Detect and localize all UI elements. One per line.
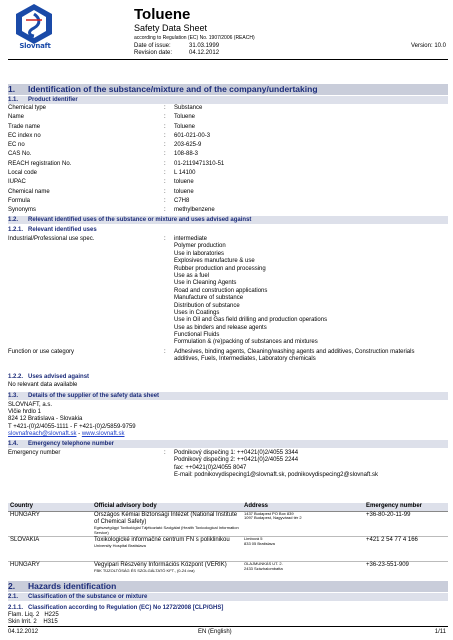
- supplier-line: 824 12 Bratislava - Slovakia: [8, 416, 83, 423]
- identifier-value: 108-88-3: [174, 151, 199, 158]
- subsection-2-1-1-heading: 2.1.1. Classification according to Regulation (EC) No 1272/2008 [CLP/GHS]: [8, 605, 224, 611]
- address-line: OLAJMUNKÁS UT. 2.: [244, 560, 283, 566]
- classification-list: [8, 612, 59, 626]
- supplier-details: [8, 402, 136, 438]
- advisory-body-name: Országos Kémiai Biztonsági Intézet (National Institute of Chemical Safety): [94, 511, 238, 525]
- product-title: Toluene: [134, 6, 191, 23]
- advisory-body-table: [8, 503, 448, 587]
- industrial-uses-block: Industrial/Professional use spec. : intermediate Polymer production Use in laboratories Explosives manufacture & use Rubber production and processing Use as a fuel Use in Cleaning Agents Road and construction applications Manufacture of substance Distribution of substance Uses in Coatings Use in Oil and Gas field drilling and production operations Use as binders and release agents Functional Fluids Formulation & (re)packing of substances and mixtures: [8, 236, 448, 348]
- identifier-label: EC index no: [8, 132, 41, 139]
- column-header-emergency: Emergency number: [364, 503, 448, 511]
- advisory-body-cell: [92, 511, 242, 536]
- advisory-body-note: FBK TÜZOLTÓSÁG ÉS SZOLGÁLTATÓ KFT., (0-24 óra): [94, 568, 195, 574]
- identifier-value: Substance: [174, 105, 203, 111]
- identifier-row: EC index no : 601-021-00-3: [8, 132, 211, 139]
- use-item: Manufacture of substance: [174, 295, 244, 302]
- country-cell: HUNGARY: [8, 511, 92, 536]
- classification-item: Skin Irrit. 2 H315: [8, 619, 58, 626]
- identifier-value: Toluene: [174, 123, 196, 130]
- address-line: 2433 Százhalombatta: [244, 565, 283, 571]
- function-line: additives, Fuels, Intermediates, Laboratory chemicals: [174, 356, 316, 363]
- document-subtitle: Safety Data Sheet: [134, 23, 208, 33]
- subsection-1-4-heading: 1.4. Emergency telephone number: [8, 440, 448, 448]
- use-item: Use as a fuel: [174, 272, 210, 279]
- section-1-heading: 1. Identification of the substance/mixture and of the company/undertaking: [8, 84, 448, 95]
- industrial-uses-label: Industrial/Professional use spec.: [8, 236, 95, 242]
- identifier-row: Name : Toluene: [8, 114, 196, 121]
- subsection-1-2-2-heading: 1.2.2. Uses advised against: [8, 374, 90, 380]
- identifier-label: IUPAC: [8, 179, 26, 186]
- supplier-contact-links: [8, 431, 136, 438]
- emergency-number-cell: +421 2 54 77 4 166: [364, 536, 448, 561]
- advisory-body-cell: [92, 536, 242, 561]
- use-item: Road and construction applications: [174, 287, 268, 294]
- country-cell: SLOVAKIA: [8, 536, 92, 561]
- identifier-value: 01-2119471310-51: [174, 160, 225, 167]
- identifier-value: C7H8: [174, 197, 190, 204]
- industrial-uses-list: [174, 236, 448, 347]
- identifier-label: EC no: [8, 142, 25, 149]
- identifier-value: Toluene: [174, 114, 196, 121]
- identifier-row: Chemical type : Substance: [8, 105, 203, 111]
- identifier-row: Trade name : Toluene: [8, 123, 196, 130]
- identifier-value: methylbenzene: [174, 207, 215, 214]
- column-header-address: Address: [242, 503, 364, 511]
- subsection-1-1-heading: 1.1. Product identifier: [8, 96, 448, 104]
- emergency-line: E-mail: podnikovydispecing1@slovnaft.sk, podnikovydispecing2@slovnaft.sk: [174, 472, 378, 479]
- identifier-label: Name: [8, 114, 25, 121]
- identifier-label: Chemical name: [8, 188, 50, 195]
- logo-wordmark: Slovnaft: [19, 42, 51, 50]
- identifier-label: CAS No.: [8, 151, 32, 158]
- footer-date: 04.12.2012: [8, 629, 39, 635]
- table-header-row: [8, 503, 448, 511]
- identifier-label: Formula: [8, 197, 31, 204]
- revision-date-value: 04.12.2012: [189, 50, 220, 56]
- use-item: Distribution of substance: [174, 302, 240, 309]
- identifier-value: toluene: [174, 179, 194, 186]
- identifier-label: REACH registration No.: [8, 160, 72, 167]
- advisory-body-note: University Hospital Bratislava: [94, 543, 146, 549]
- table-row: [8, 511, 448, 536]
- function-category-label: Function or use category: [8, 349, 75, 355]
- advisory-body-name: Toxikologické informačné centrum FN s poliklinikou: [94, 536, 230, 543]
- no-data-note: No relevant data available: [8, 382, 78, 388]
- use-item: Rubber production and processing: [174, 265, 266, 272]
- classification-item: Flam. Liq. 2 H225: [8, 612, 59, 618]
- supplier-email-link[interactable]: slovnafreach@slovnaft.sk: [8, 430, 77, 437]
- identifier-value: 203-625-9: [174, 142, 202, 149]
- emergency-label: Emergency number: [8, 450, 61, 456]
- identifier-row: CAS No. : 108-88-3: [8, 151, 199, 158]
- use-item: Polymer production: [174, 243, 226, 250]
- address-line: 1437 Budapest PO Box 839: [244, 510, 294, 516]
- subsection-1-2-heading: 1.2. Relevant identified uses of the substance or mixture and uses advised against: [8, 216, 448, 224]
- use-item: intermediate: [174, 236, 208, 242]
- emergency-line: Podnikový dispečing 1: ++0421(0)2/4055 3344: [174, 450, 299, 456]
- advisory-body-name: Vegyipari Részvény Információs Központ (VERIK): [94, 561, 227, 568]
- emergency-block: Emergency number : Podnikový dispečing 1: ++0421(0)2/4055 3344 Podnikový dispečing 2: ++0421(0)2/4055 2244 fax: ++0421(0)2/4055 8047 E-mail: podnikovydispecing1@slovnaft.sk, podnikovydispecing2@slovnaft.sk: [8, 450, 448, 482]
- address-line: 1097 Budapest, Nagyvárad tér 2: [244, 515, 302, 521]
- section-2-heading: 2. Hazards identification: [8, 581, 448, 592]
- identifier-label: Chemical type: [8, 105, 47, 111]
- identifier-label: Local code: [8, 170, 38, 177]
- emergency-line: fax: ++0421(0)2/4055 8047: [174, 464, 247, 471]
- subsection-1-3-heading: 1.3. Details of the supplier of the safety data sheet: [8, 392, 448, 400]
- function-line: Adhesives, binding agents, Cleaning/washing agents and additives, Construction materials: [174, 349, 415, 355]
- identifier-value: L 14100: [174, 170, 196, 177]
- address-cell: [242, 511, 364, 536]
- use-item: Use as binders and release agents: [174, 324, 267, 331]
- emergency-contacts: [174, 450, 448, 480]
- use-item: Use in Oil and Gas field drilling and production operations: [174, 317, 328, 324]
- footer-page-number: 1/11: [434, 629, 446, 635]
- function-category-block: Function or use category : Adhesives, binding agents, Cleaning/washing agents and additives, Construction materials additives, Fuels, Intermediates, Laboratory chemicals: [8, 349, 448, 365]
- country-cell: HUNGARY: [8, 561, 92, 586]
- header-divider: [8, 59, 448, 60]
- column-header-body: Official advisory body: [92, 503, 242, 511]
- identifier-label: Synonyms: [8, 207, 37, 214]
- revision-date-label: Revision date:: [134, 50, 173, 56]
- function-category-list: [174, 349, 448, 364]
- product-identifier-list: [8, 105, 448, 217]
- document-dates: [134, 43, 219, 57]
- identifier-row: Local code : L 14100: [8, 170, 196, 177]
- column-header-country: Country: [8, 503, 92, 511]
- supplier-line: T +421-(0)2/4055-1111 - F +421-(0)2/5859-9759: [8, 423, 136, 430]
- address-cell: [242, 536, 364, 561]
- table-row: [8, 536, 448, 561]
- use-item: Use in Cleaning Agents: [174, 280, 237, 287]
- supplier-website-link[interactable]: www.slovnaft.sk: [81, 430, 125, 437]
- identifier-row: EC no : 203-625-9: [8, 142, 202, 149]
- subsection-2-1-heading: 2.1. Classification of the substance or mixture: [8, 593, 448, 601]
- emergency-line: Podnikový dispečing 2: ++0421(0)2/4055 2244: [174, 457, 299, 464]
- issue-date-label: Date of issue:: [134, 43, 171, 49]
- emergency-number-cell: +36-23-551-909: [364, 561, 448, 586]
- identifier-row: Chemical name : toluene: [8, 188, 194, 195]
- footer-language: EN (English): [198, 629, 232, 635]
- identifier-row: REACH registration No. : 01-2119471310-51: [8, 160, 225, 167]
- use-item: Formulation & (re)packing of substances and mixtures: [174, 339, 318, 346]
- identifier-label: Trade name: [8, 123, 41, 130]
- identifier-row: Synonyms : methylbenzene: [8, 207, 215, 214]
- version-label: Version: 10.0: [410, 43, 446, 49]
- link-separator: -: [76, 430, 82, 437]
- supplier-line: Vlčie hrdlo 1: [8, 409, 42, 416]
- identifier-value: toluene: [174, 188, 194, 195]
- subsection-1-2-1-heading: 1.2.1. Relevant identified uses: [8, 227, 97, 233]
- regulation-note: according to Regulation (EC) No. 1907/2006 (REACH): [134, 35, 255, 41]
- emergency-number-cell: +36-80-20-11-99: [364, 511, 448, 536]
- supplier-line: SLOVNAFT, a.s.: [8, 402, 53, 408]
- use-item: Use in laboratories: [174, 250, 225, 257]
- address-line: 833 05 Bratislava: [244, 540, 275, 546]
- issue-date-value: 31.03.1999: [189, 43, 220, 49]
- identifier-value: 601-021-00-3: [174, 132, 211, 139]
- identifier-row: Formula : C7H8: [8, 197, 190, 204]
- use-item: Functional Fluids: [174, 332, 220, 339]
- page-footer: [8, 626, 448, 635]
- use-item: Explosives manufacture & use: [174, 258, 255, 265]
- use-item: Uses in Coatings: [174, 309, 220, 316]
- address-line: Limbová 5: [244, 535, 263, 541]
- advisory-body-note: Egészségügyi Toxikológiai Tájékoztató Szolgálat (Health Toxicological Information Service): [94, 525, 239, 535]
- identifier-row: IUPAC : toluene: [8, 179, 194, 186]
